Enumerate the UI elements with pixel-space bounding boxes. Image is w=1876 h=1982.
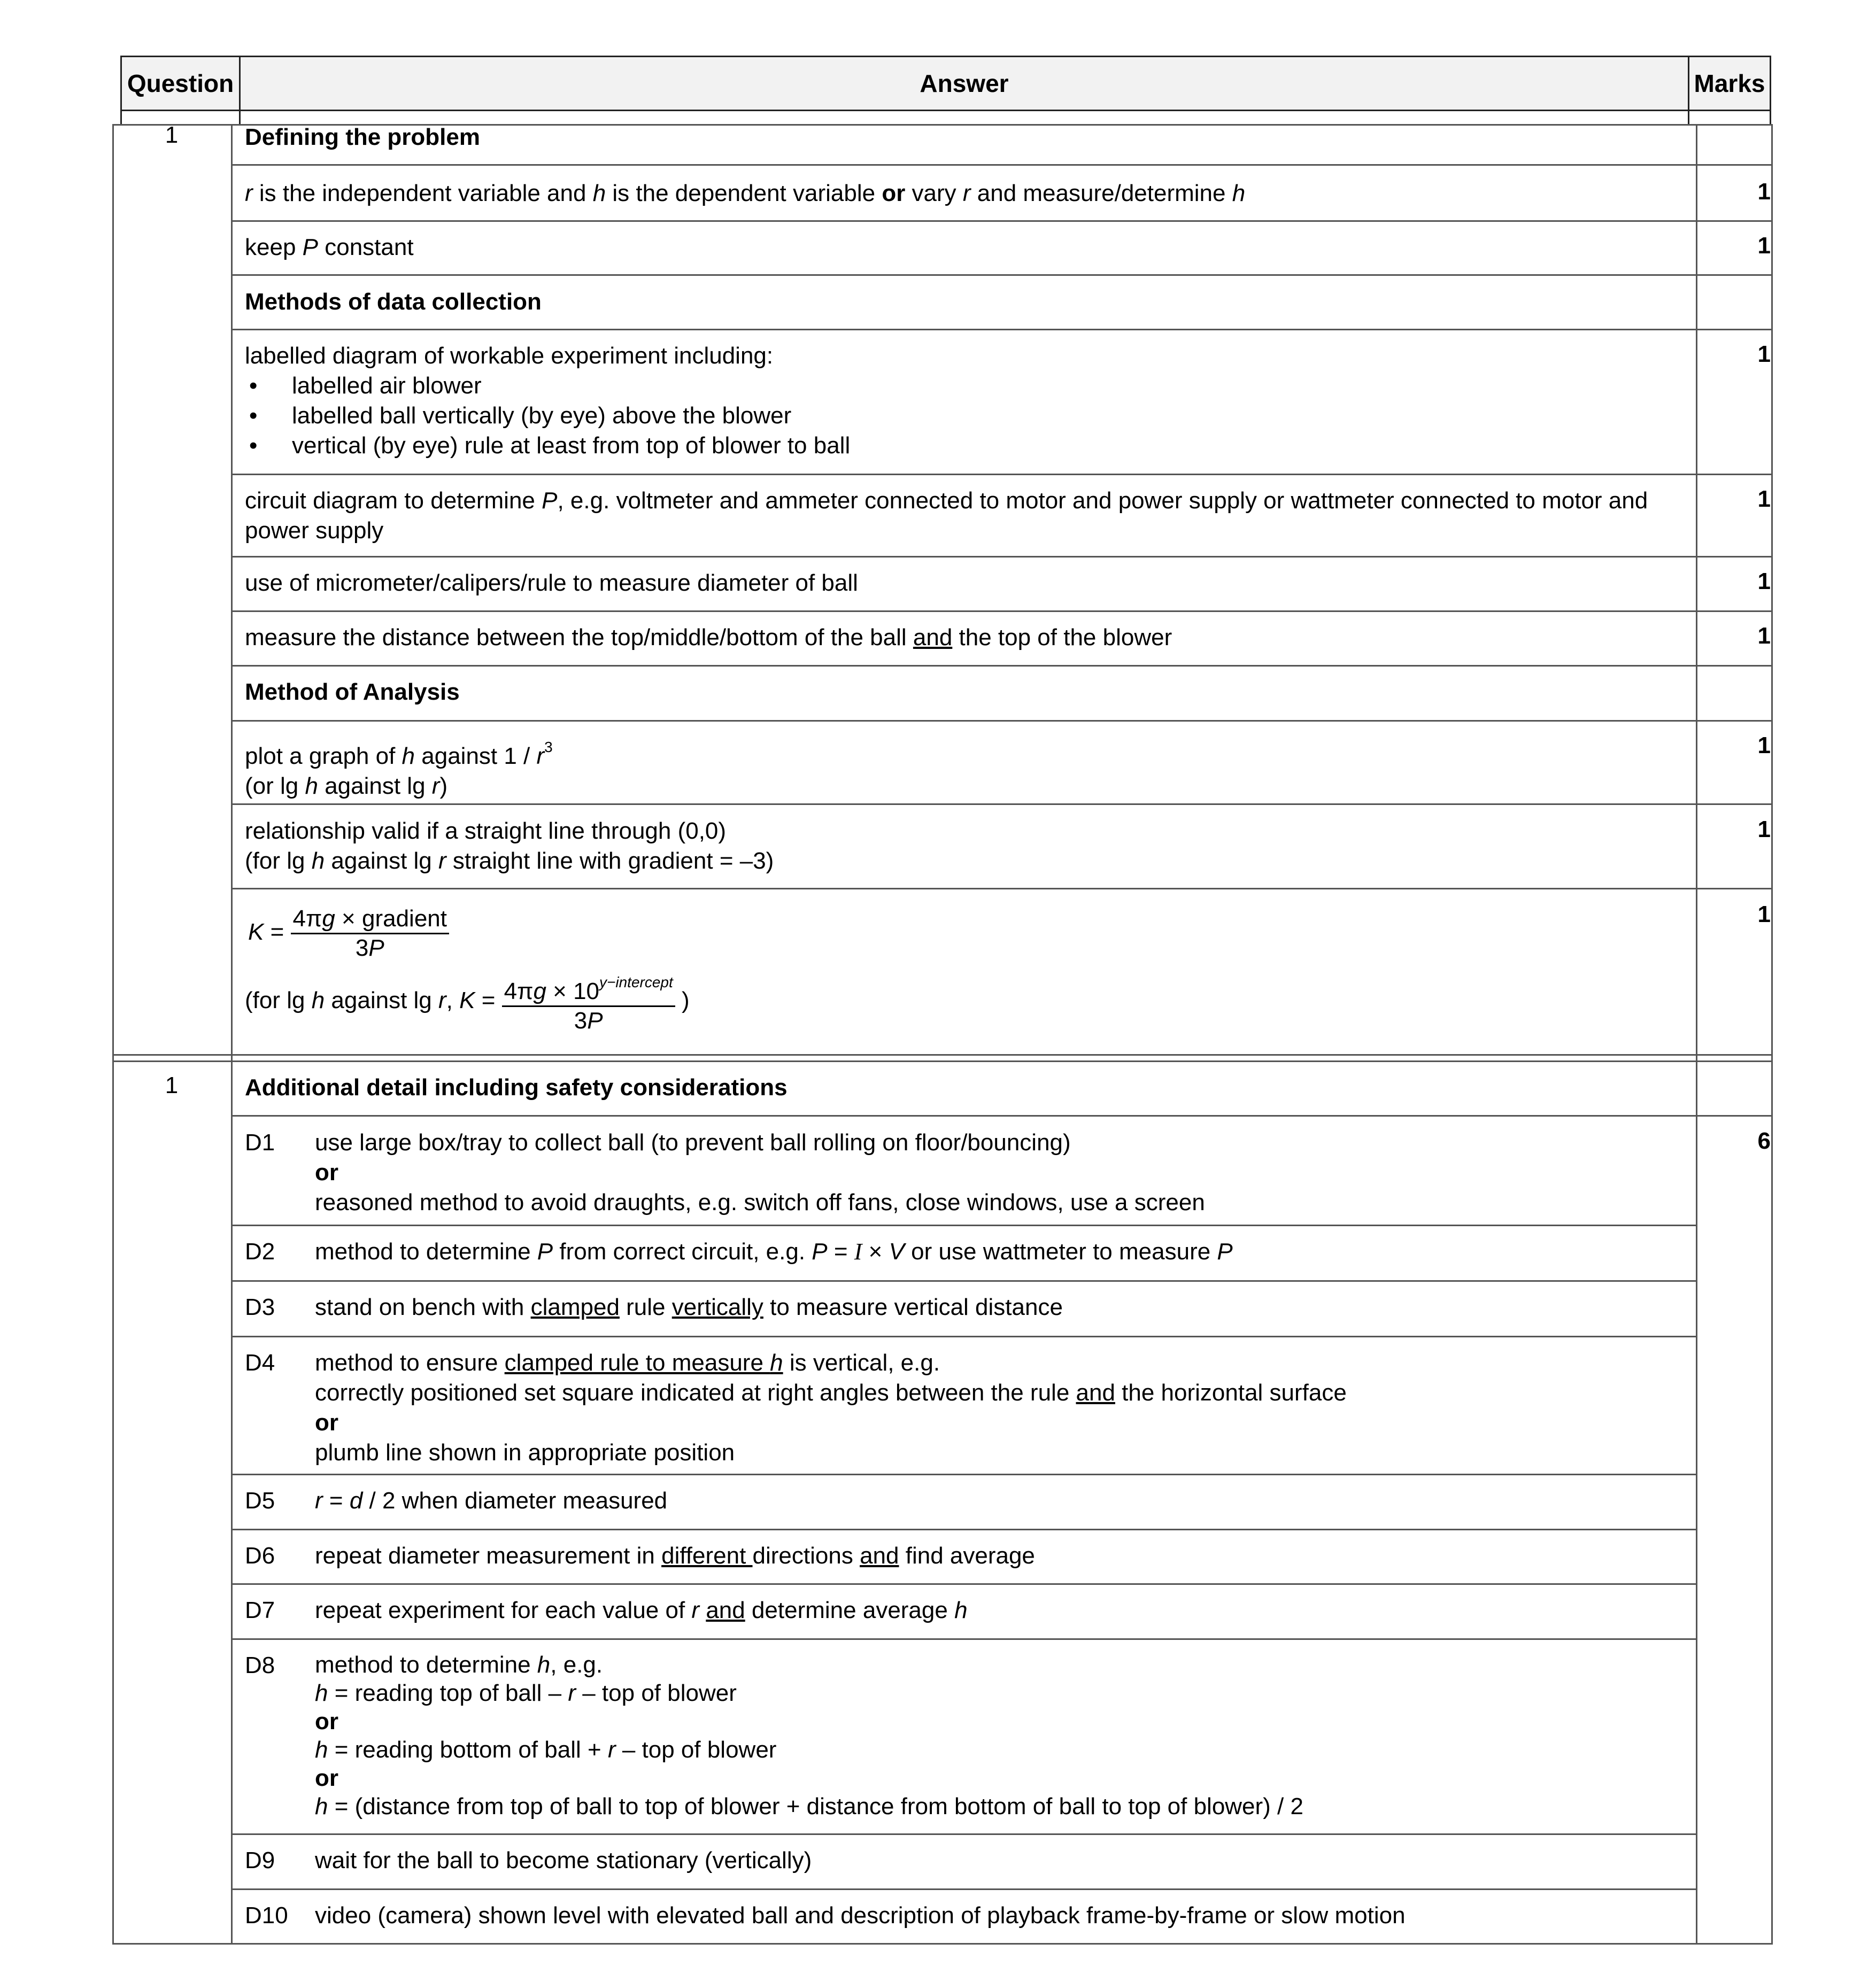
mark-value: 1 (1757, 623, 1771, 649)
answer-column-header (239, 56, 1689, 111)
row-divider (231, 164, 1772, 166)
mark-value: 1 (1757, 341, 1771, 367)
detail-code: D4 (245, 1350, 275, 1376)
row-divider (231, 1638, 1696, 1640)
mark-value: 1 (1757, 179, 1771, 205)
column-divider (231, 1054, 233, 1945)
header-tick (1770, 111, 1771, 124)
row-divider (231, 1833, 1696, 1835)
answer-text (245, 341, 1678, 461)
column-divider (1696, 124, 1697, 1062)
detail-code: D1 (245, 1129, 275, 1156)
detail-code: D8 (245, 1652, 275, 1678)
row-divider (231, 803, 1772, 805)
row-divider (231, 888, 1772, 889)
answer-text: r is the independent variable and h is the dependent variable or vary r and measure/determine h (245, 180, 1246, 206)
row-divider (231, 665, 1772, 667)
detail-text: repeat diameter measurement in different directions and find average (315, 1543, 1035, 1569)
answer-text: relationship valid if a straight line through (0,0) (for lg h against lg r straight line with gradient = –3) (245, 818, 774, 874)
bullet-item: • vertical (by eye) rule at least from top of blower to ball (245, 431, 1678, 461)
bullet-item: • labelled ball vertically (by eye) above the blower (245, 401, 1678, 431)
answer-text: plot a graph of h against $1 / r^3$ (or lg h against lg r) (245, 739, 553, 799)
answer-text: use of micrometer/calipers/rule to measure diameter of ball (245, 570, 858, 596)
row-divider (231, 1529, 1696, 1530)
detail-text: stand on bench with clamped rule vertically to measure vertical distance (315, 1294, 1063, 1320)
section-heading: Method of Analysis (245, 679, 460, 705)
marks-header-label: Marks (1694, 69, 1765, 97)
row-divider (231, 1280, 1696, 1282)
answer-text: measure the distance between the top/middle/bottom of the ball and the top of the blower (245, 624, 1172, 651)
mark-value: 1 (1757, 568, 1771, 594)
row-divider (231, 1336, 1696, 1337)
detail-text: r = d / 2 when diameter measured (315, 1488, 668, 1514)
detail-text: video (camera) shown level with elevated ball and description of playback frame-by-frame or slow motion (315, 1902, 1406, 1929)
row-divider (231, 274, 1772, 276)
mark-value: 1 (1757, 732, 1771, 758)
bullet-item: • labelled air blower (245, 371, 1678, 401)
question-header-label: Question (127, 69, 234, 97)
question-column-header (120, 56, 241, 111)
detail-text: use large box/tray to collect ball (to prevent ball rolling on floor/bouncing) or reasoned method to avoid draughts, e.g. switch off fans, close windows, use a screen (315, 1129, 1205, 1215)
header-tick (239, 111, 241, 124)
row-divider (231, 220, 1772, 222)
k-formula: K = $\frac{\text{4πg × gradient}}{3P}$ (for lg h against lg r, K = $\frac{4\pi g \times 10^{y-intercept}}{3P}$ ) (245, 905, 690, 1034)
detail-code: D3 (245, 1294, 275, 1320)
answer-intro: labelled diagram of workable experiment including: (245, 343, 774, 369)
column-divider (231, 124, 233, 1062)
row-divider (231, 329, 1772, 330)
detail-text: method to determine h, e.g. h = reading top of ball – r – top of blower or h = reading bottom of ball + r – top of blower or h = (distance from top of ball to top of blower + distance from bottom of ball to top of blower) / 2 (315, 1652, 1303, 1820)
detail-code: D9 (245, 1847, 275, 1873)
detail-text: method to determine P from correct circuit, e.g. P = I × V or use wattmeter to measure P (315, 1238, 1233, 1265)
row-divider (231, 1115, 1696, 1117)
detail-code: D2 (245, 1238, 275, 1265)
answer-header-label: Answer (920, 69, 1009, 97)
row-divider (231, 1888, 1696, 1890)
detail-code: D6 (245, 1543, 275, 1569)
row-divider (231, 1225, 1696, 1226)
detail-text: wait for the ball to become stationary (vertically) (315, 1847, 812, 1873)
section-heading: Methods of data collection (245, 289, 542, 315)
row-divider (231, 1474, 1696, 1475)
mark-value: 1 (1757, 233, 1771, 259)
marks-column-header (1688, 56, 1771, 111)
row-divider (231, 610, 1772, 612)
row-divider (231, 474, 1772, 475)
detail-code: D5 (245, 1488, 275, 1514)
section-heading: Additional detail including safety considerations (245, 1074, 788, 1101)
detail-text: repeat experiment for each value of r and determine average h (315, 1597, 968, 1623)
question-number: 1 (165, 122, 179, 148)
column-divider (1696, 1054, 1697, 1945)
section-heading: Defining the problem (245, 124, 480, 150)
mark-value: 1 (1757, 486, 1771, 512)
row-divider (231, 1583, 1696, 1585)
row-divider (231, 720, 1772, 722)
detail-text: method to ensure clamped rule to measure h is vertical, e.g. correctly positioned set square indicated at right angles between the rule and the horizontal surface or plumb line shown in appropriate position (315, 1350, 1347, 1466)
mark-value: 1 (1757, 816, 1771, 842)
mark-value: 1 (1757, 901, 1771, 927)
header-tick (1688, 111, 1689, 124)
row-divider (1696, 1115, 1772, 1117)
mark-value: 6 (1757, 1128, 1771, 1154)
detail-code: D10 (245, 1902, 288, 1929)
row-divider (231, 556, 1772, 558)
answer-text: circuit diagram to determine P, e.g. voltmeter and ammeter connected to motor and power supply or wattmeter connected to motor and power supply (245, 487, 1648, 544)
answer-text: keep P constant (245, 234, 414, 260)
question-number: 1 (165, 1072, 179, 1098)
detail-code: D7 (245, 1597, 275, 1623)
